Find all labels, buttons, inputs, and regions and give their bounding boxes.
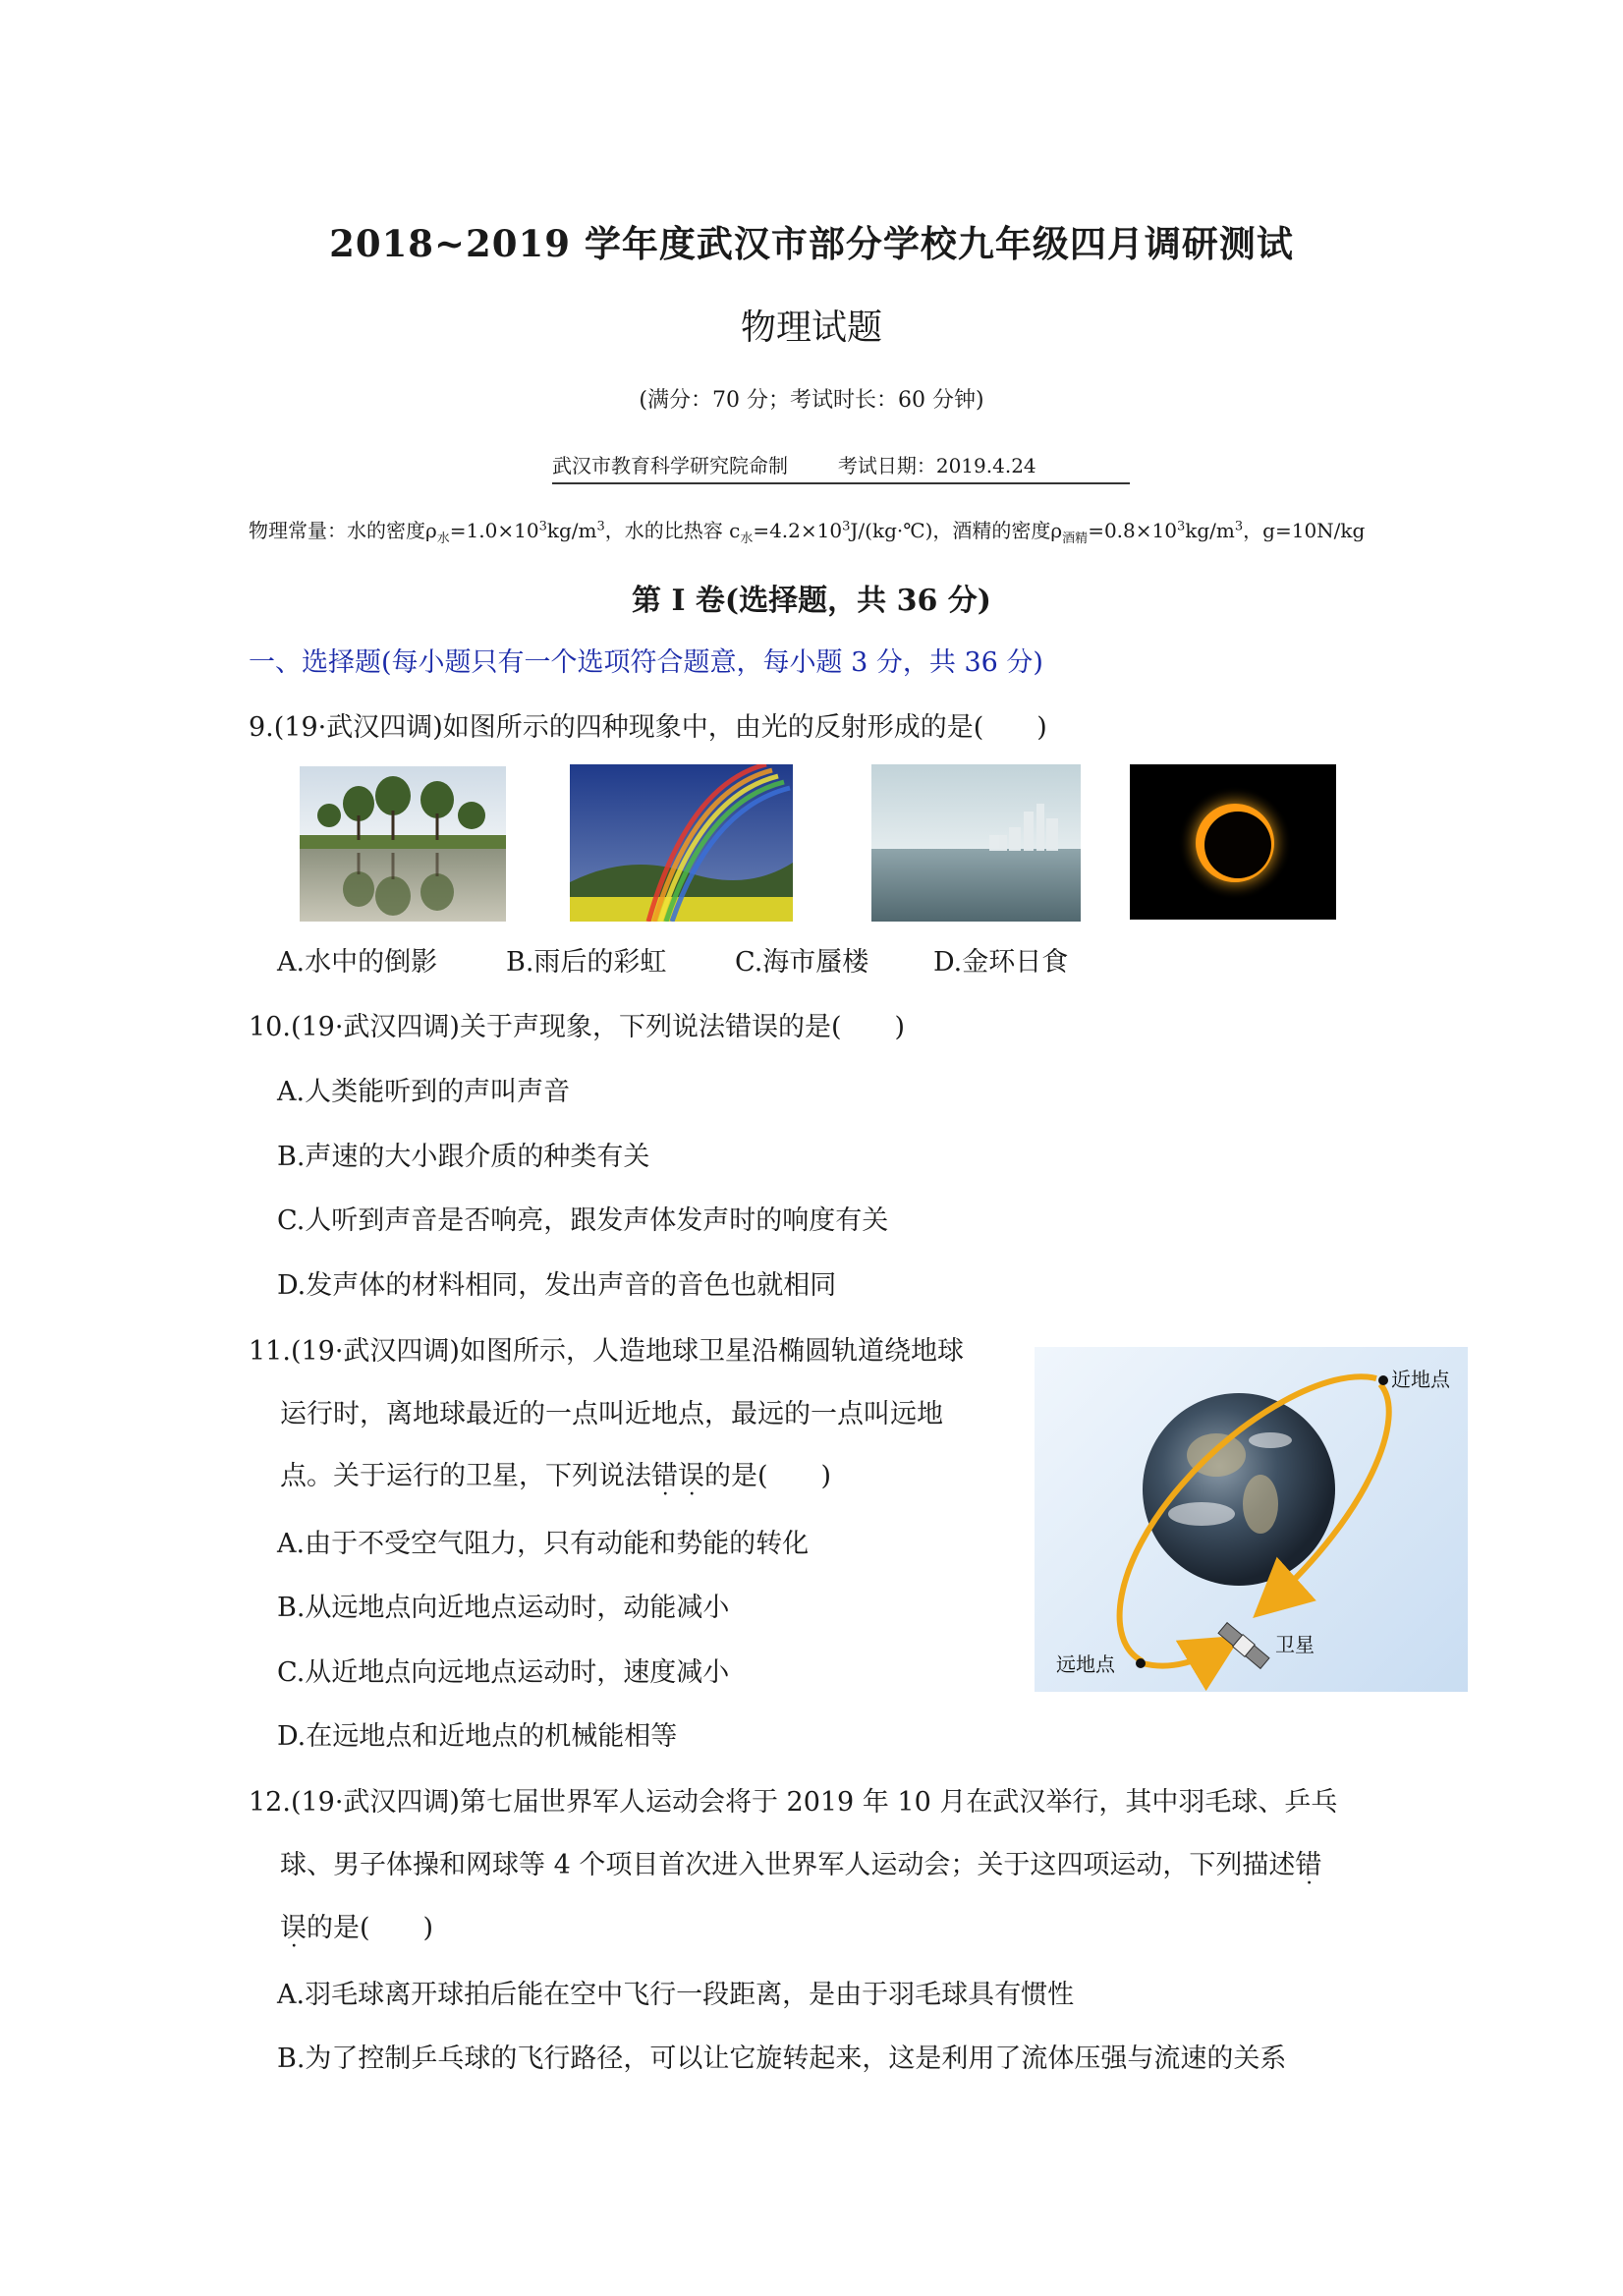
- q10-option-d: D.发声体的材料相同，发出声音的音色也就相同: [277, 1270, 837, 1301]
- reflection-photo: [300, 766, 506, 922]
- q11-stem-line1: 11.(19·武汉四调)如图所示，人造地球卫星沿椭圆轨道绕地球: [249, 1336, 964, 1367]
- satellite-orbit-figure: [1035, 1347, 1468, 1692]
- exam-title: 2018~2019 学年度武汉市部分学校九年级四月调研测试: [329, 222, 1294, 265]
- apogee-dot: [1136, 1658, 1146, 1668]
- q9-option-a: A.水中的倒影: [277, 947, 438, 978]
- q11-option-c: C.从近地点向远地点运动时，速度减小: [277, 1657, 730, 1688]
- q9-option-b: B.雨后的彩虹: [506, 947, 667, 978]
- q10-stem: 10.(19·武汉四调)关于声现象，下列说法错误的是( ): [249, 1012, 906, 1042]
- q11-stem-line2: 运行时，离地球最近的一点叫近地点，最远的一点叫远地: [280, 1399, 943, 1429]
- eclipse-photo: [1130, 764, 1336, 920]
- q9-option-c: C.海市蜃楼: [735, 947, 869, 978]
- q11-option-a: A.由于不受空气阻力，只有动能和势能的转化: [277, 1529, 810, 1559]
- section-heading: 一、选择题(每小题只有一个选项符合题意，每小题 3 分，共 36 分): [249, 647, 1043, 678]
- earth-globe: [1143, 1393, 1335, 1586]
- q10-option-a: A.人类能听到的声叫声音: [277, 1077, 571, 1107]
- mirage-photo: [871, 764, 1081, 922]
- apogee-label: 远地点: [1056, 1652, 1115, 1676]
- q11-option-d: D.在远地点和近地点的机械能相等: [277, 1721, 678, 1752]
- q12-stem-line2: 球、男子体操和网球等 4 个项目首次进入世界军人运动会；关于这四项运动，下列描述错: [280, 1850, 1322, 1880]
- q10-option-b: B.声速的大小跟介质的种类有关: [277, 1142, 650, 1172]
- q9-stem: 9.(19·武汉四调)如图所示的四种现象中，由光的反射形成的是( ): [249, 712, 1047, 743]
- q9-option-d: D.金环日食: [933, 947, 1069, 978]
- satellite-label: 卫星: [1275, 1633, 1315, 1656]
- q11-option-b: B.从远地点向近地点运动时，动能减小: [277, 1593, 730, 1623]
- q12-option-a: A.羽毛球离开球拍后能在空中飞行一段距离，是由于羽毛球具有惯性: [277, 1980, 1075, 2010]
- perigee-dot: [1378, 1375, 1388, 1385]
- q10-option-c: C.人听到声音是否响亮，跟发声体发声时的响度有关: [277, 1205, 889, 1236]
- exam-subtitle: 物理试题: [740, 308, 882, 348]
- q12-stem-line1: 12.(19·武汉四调)第七届世界军人运动会将于 2019 年 10 月在武汉举行，其中羽毛球、乒乓: [249, 1787, 1338, 1818]
- perigee-label: 近地点: [1391, 1368, 1450, 1391]
- exam-meta: (满分：70 分；考试时长：60 分钟): [639, 388, 984, 413]
- exam-issuer-date: 武汉市教育科学研究院命制 考试日期：2019.4.24: [552, 450, 1130, 484]
- physics-constants: 物理常量：水的密度$\rho_水=1.0\times 10^3kg/m^3$，水的比热容 $c_水=4.2\times 10^3J/(kg\cdot℃)$，酒精的密度$\rho_{酒精}=0.8\times 10^3kg/m^3$，g=10N/kg: [249, 519, 1366, 546]
- satellite-icon: [1217, 1622, 1269, 1669]
- q12-stem-line3: 误的是( ): [280, 1913, 434, 1943]
- orbit-lower-arc: [1143, 1648, 1221, 1666]
- part-heading: 第 I 卷(选择题，共 36 分): [632, 584, 991, 618]
- rainbow-photo: [570, 764, 793, 922]
- q11-stem-line3: 点。关于运行的卫星，下列说法错误的是( ): [280, 1461, 832, 1491]
- q12-option-b: B.为了控制乒乓球的飞行路径，可以让它旋转起来，这是利用了流体压强与流速的关系: [277, 2044, 1287, 2074]
